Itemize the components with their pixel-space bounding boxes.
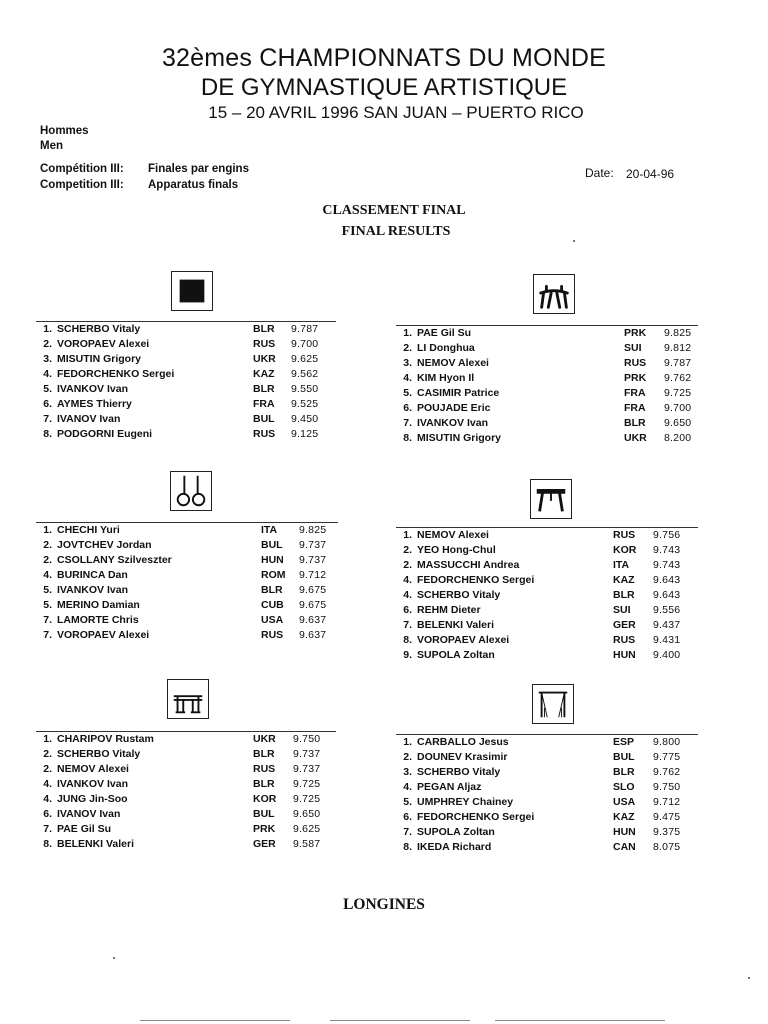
result-row xyxy=(396,326,698,341)
score-value: 9.787 xyxy=(664,357,692,370)
horizontal-bar-icon xyxy=(532,684,574,724)
rank-cell: 2. xyxy=(403,559,412,572)
country-code: BLR xyxy=(253,323,275,336)
score-value: 9.762 xyxy=(653,766,681,779)
athlete-name: PODGORNI Eugeni xyxy=(57,427,153,440)
rank-cell: 1. xyxy=(403,736,412,749)
country-code: KAZ xyxy=(613,810,635,823)
rank-cell: 4. xyxy=(43,569,52,582)
result-row xyxy=(36,732,336,747)
score-value: 9.562 xyxy=(291,368,319,381)
rank-cell: 4. xyxy=(403,781,412,794)
athlete-name: DOUNEV Krasimir xyxy=(417,751,508,764)
rank-cell: 5. xyxy=(403,796,412,808)
score-value: 9.700 xyxy=(291,338,319,351)
country-code: GER xyxy=(253,837,276,850)
rank-cell: 2. xyxy=(43,748,52,761)
rank-cell: 7. xyxy=(43,412,52,425)
athlete-name: AYMES Thierry xyxy=(57,397,132,410)
athlete-name: VOROPAEV Alexei xyxy=(57,338,150,351)
athlete-name: MERINO Damian xyxy=(57,598,140,611)
result-row xyxy=(396,400,698,415)
country-code: ROM xyxy=(261,569,286,582)
score-value: 9.450 xyxy=(291,412,319,425)
rank-cell: 5. xyxy=(403,387,412,399)
score-value: 9.750 xyxy=(653,781,681,794)
country-code: ITA xyxy=(261,524,278,537)
country-code: HUN xyxy=(261,554,284,567)
result-row xyxy=(36,553,338,568)
country-code: RUS xyxy=(253,338,276,351)
athlete-name: IVANKOV Ivan xyxy=(57,584,128,596)
result-row xyxy=(36,568,338,583)
athlete-name: JUNG Jin-Soo xyxy=(57,793,128,805)
heading-final-results: FINAL RESULTS xyxy=(341,224,451,239)
athlete-name: IKEDA Richard xyxy=(417,840,492,853)
rank-cell: 1. xyxy=(43,524,52,537)
country-code: SUI xyxy=(613,603,631,616)
scan-speck xyxy=(113,957,115,959)
result-row xyxy=(396,430,698,445)
country-code: BLR xyxy=(253,748,275,761)
title-line-3: 15 – 20 AVRIL 1996 SAN JUAN – PUERTO RICO xyxy=(208,103,584,122)
country-code: RUS xyxy=(613,633,636,646)
competition-label-en: Competition III: xyxy=(40,179,124,191)
score-value: 9.825 xyxy=(299,524,327,537)
rank-cell: 2. xyxy=(403,342,412,355)
rank-cell: 8. xyxy=(403,431,412,444)
result-row xyxy=(36,612,338,627)
athlete-name: CARBALLO Jesus xyxy=(417,736,509,749)
rank-cell: 4. xyxy=(43,368,52,381)
score-value: 9.725 xyxy=(664,387,692,399)
rank-cell: 4. xyxy=(43,793,52,805)
rank-cell: 5. xyxy=(43,584,52,596)
score-value: 9.787 xyxy=(291,323,319,336)
athlete-name: PAE Gil Su xyxy=(57,822,112,835)
country-code: BLR xyxy=(624,416,646,429)
country-code: SLO xyxy=(613,781,635,794)
score-value: 9.775 xyxy=(653,751,681,764)
result-row xyxy=(396,839,698,854)
athlete-name: NEMOV Alexei xyxy=(57,763,129,776)
score-value: 9.725 xyxy=(293,778,321,791)
score-value: 9.375 xyxy=(653,825,681,838)
score-value: 9.743 xyxy=(653,544,681,557)
score-value: 9.650 xyxy=(293,807,321,820)
rank-cell: 8. xyxy=(43,837,52,850)
score-value: 9.737 xyxy=(293,748,321,761)
sponsor-logo-text: LONGINES xyxy=(343,896,425,913)
score-value: 9.550 xyxy=(291,383,319,395)
score-value: 9.637 xyxy=(299,628,327,641)
country-code: BLR xyxy=(253,383,275,395)
athlete-name: JOVTCHEV Jordan xyxy=(57,539,152,552)
score-value: 9.743 xyxy=(653,559,681,572)
result-row xyxy=(396,386,698,401)
athlete-name: SCHERBO Vitaly xyxy=(57,748,141,761)
athlete-name: VOROPAEV Alexei xyxy=(417,633,510,646)
result-row xyxy=(36,523,338,538)
result-row xyxy=(36,627,338,642)
rank-cell: 7. xyxy=(43,613,52,626)
score-value: 9.825 xyxy=(664,327,692,340)
result-row xyxy=(396,765,698,780)
country-code: BUL xyxy=(253,412,275,425)
country-code: HUN xyxy=(613,648,636,661)
country-code: RUS xyxy=(253,763,276,776)
score-value: 9.675 xyxy=(299,584,327,596)
result-row xyxy=(396,750,698,765)
rank-cell: 1. xyxy=(43,323,52,336)
athlete-name: YEO Hong-Chul xyxy=(417,544,496,557)
athlete-name: PEGAN Aljaz xyxy=(417,781,482,794)
result-row xyxy=(396,588,698,603)
athlete-name: IVANKOV Ivan xyxy=(57,383,128,395)
country-code: RUS xyxy=(261,628,284,641)
country-code: BLR xyxy=(261,584,283,596)
rank-cell: 1. xyxy=(403,327,412,340)
score-value: 9.800 xyxy=(653,736,681,749)
floor-exercise-results xyxy=(36,321,336,441)
rank-cell: 4. xyxy=(43,778,52,791)
result-row xyxy=(36,836,336,851)
athlete-name: BELENKI Valeri xyxy=(417,618,495,631)
athlete-name: BURINCA Dan xyxy=(57,569,128,582)
rank-cell: 1. xyxy=(43,733,52,746)
result-row xyxy=(36,337,336,352)
score-value: 9.125 xyxy=(291,427,319,440)
score-value: 9.525 xyxy=(291,397,319,410)
country-code: USA xyxy=(613,796,636,808)
score-value: 9.637 xyxy=(299,613,327,626)
rings-icon xyxy=(170,471,212,511)
parallel-bars-icon xyxy=(167,679,209,719)
rank-cell: 2. xyxy=(43,338,52,351)
country-code: BLR xyxy=(613,589,635,601)
rank-cell: 6. xyxy=(403,603,412,616)
competition-value-fr: Finales par engins xyxy=(148,163,249,175)
horizontal-bar-results xyxy=(396,734,698,854)
result-row xyxy=(396,809,698,824)
country-code: CAN xyxy=(613,840,636,853)
rank-cell: 6. xyxy=(43,397,52,410)
rank-cell: 5. xyxy=(43,383,52,395)
heading-classement-final: CLASSEMENT FINAL xyxy=(322,203,466,218)
rank-cell: 9. xyxy=(403,648,412,661)
score-value: 9.750 xyxy=(293,733,321,746)
rank-cell: 4. xyxy=(403,372,412,385)
athlete-name: MISUTIN Grigory xyxy=(57,353,142,366)
country-code: USA xyxy=(261,613,284,626)
athlete-name: KIM Hyon Il xyxy=(417,372,475,385)
result-row xyxy=(36,806,336,821)
athlete-name: POUJADE Eric xyxy=(417,401,491,414)
athlete-name: UMPHREY Chainey xyxy=(417,796,514,808)
country-code: FRA xyxy=(624,387,646,399)
country-code: HUN xyxy=(613,825,636,838)
result-row xyxy=(36,538,338,553)
scan-speck xyxy=(748,977,750,979)
country-code: FRA xyxy=(624,401,646,414)
rank-cell: 5. xyxy=(43,598,52,611)
result-row xyxy=(396,415,698,430)
country-code: BUL xyxy=(613,751,635,764)
footer-rule xyxy=(140,1020,290,1021)
rank-cell: 7. xyxy=(403,618,412,631)
rank-cell: 7. xyxy=(43,822,52,835)
score-value: 9.643 xyxy=(653,589,681,601)
country-code: BUL xyxy=(261,539,283,552)
rank-cell: 6. xyxy=(403,810,412,823)
country-code: CUB xyxy=(261,598,284,611)
athlete-name: BELENKI Valeri xyxy=(57,837,135,850)
vault-icon xyxy=(530,479,572,519)
athlete-name: FEDORCHENKO Sergei xyxy=(57,368,175,381)
result-row xyxy=(396,602,698,617)
rank-cell: 8. xyxy=(43,427,52,440)
rank-cell: 7. xyxy=(403,825,412,838)
score-value: 9.737 xyxy=(299,539,327,552)
pommel-horse-icon xyxy=(533,274,575,314)
result-row xyxy=(396,824,698,839)
competition-label-fr: Compétition III: xyxy=(40,163,124,175)
country-code: PRK xyxy=(624,327,647,340)
score-value: 9.650 xyxy=(664,416,692,429)
country-code: UKR xyxy=(253,733,276,746)
result-row xyxy=(396,795,698,810)
score-value: 9.587 xyxy=(293,837,321,850)
country-code: GER xyxy=(613,618,636,631)
result-row xyxy=(396,632,698,647)
rank-cell: 6. xyxy=(403,401,412,414)
result-row xyxy=(36,396,336,411)
score-value: 9.712 xyxy=(299,569,327,582)
vault-results xyxy=(396,527,698,662)
athlete-name: LAMORTE Chris xyxy=(57,613,139,626)
country-code: UKR xyxy=(253,353,276,366)
rank-cell: 2. xyxy=(43,763,52,776)
result-row xyxy=(36,352,336,367)
score-value: 9.643 xyxy=(653,574,681,587)
rank-cell: 8. xyxy=(403,840,412,853)
country-code: BLR xyxy=(613,766,635,779)
pommel-horse-results xyxy=(396,325,698,445)
athlete-name: IVANKOV Ivan xyxy=(57,778,128,791)
rank-cell: 3. xyxy=(43,353,52,366)
score-value: 9.737 xyxy=(293,763,321,776)
result-row xyxy=(396,780,698,795)
floor-exercise-icon xyxy=(171,271,213,311)
competition-value-en: Apparatus finals xyxy=(148,179,239,191)
footer-rule xyxy=(495,1020,665,1021)
athlete-name: SCHERBO Vitaly xyxy=(417,589,501,601)
rank-cell: 4. xyxy=(403,574,412,587)
rank-cell: 3. xyxy=(403,357,412,370)
athlete-name: SUPOLA Zoltan xyxy=(417,648,495,661)
score-value: 9.762 xyxy=(664,372,692,385)
athlete-name: REHM Dieter xyxy=(417,603,481,616)
country-code: RUS xyxy=(253,427,276,440)
country-code: SUI xyxy=(624,342,642,355)
country-code: UKR xyxy=(624,431,647,444)
result-row xyxy=(36,367,336,382)
result-row xyxy=(396,528,698,543)
score-value: 8.075 xyxy=(653,840,681,853)
athlete-name: SCHERBO Vitaly xyxy=(57,323,141,336)
score-value: 9.437 xyxy=(653,618,681,631)
rank-cell: 8. xyxy=(403,633,412,646)
result-row xyxy=(36,583,338,598)
score-value: 9.712 xyxy=(653,796,681,808)
footer-rule xyxy=(330,1020,470,1021)
rank-cell: 6. xyxy=(43,807,52,820)
rank-cell: 7. xyxy=(403,416,412,429)
athlete-name: NEMOV Alexei xyxy=(417,357,489,370)
country-code: FRA xyxy=(253,397,275,410)
score-value: 9.400 xyxy=(653,648,681,661)
result-row xyxy=(396,371,698,386)
result-row xyxy=(36,821,336,836)
country-code: ESP xyxy=(613,736,635,749)
athlete-name: PAE Gil Su xyxy=(417,327,472,340)
athlete-name: CASIMIR Patrice xyxy=(417,387,500,399)
title-line-1: 32èmes CHAMPIONNATS DU MONDE xyxy=(161,44,607,72)
result-row xyxy=(396,558,698,573)
result-row xyxy=(36,597,338,612)
athlete-name: CSOLLANY Szilveszter xyxy=(57,554,172,567)
athlete-name: LI Donghua xyxy=(417,342,475,355)
athlete-name: IVANKOV Ivan xyxy=(417,416,488,429)
score-value: 9.625 xyxy=(291,353,319,366)
athlete-name: NEMOV Alexei xyxy=(417,529,489,542)
rank-cell: 2. xyxy=(43,539,52,552)
result-row xyxy=(396,617,698,632)
result-row xyxy=(36,762,336,777)
rank-cell: 7. xyxy=(43,628,52,641)
score-value: 9.812 xyxy=(664,342,692,355)
result-row xyxy=(396,341,698,356)
rank-cell: 3. xyxy=(403,766,412,779)
date-label: Date: xyxy=(585,166,614,180)
gender-fr: Hommes xyxy=(40,125,89,137)
result-row xyxy=(396,356,698,371)
country-code: RUS xyxy=(624,357,647,370)
country-code: KAZ xyxy=(253,368,275,381)
athlete-name: MISUTIN Grigory xyxy=(417,431,502,444)
result-row xyxy=(36,426,336,441)
country-code: BLR xyxy=(253,778,275,791)
rank-cell: 2. xyxy=(403,751,412,764)
score-value: 9.475 xyxy=(653,810,681,823)
country-code: ITA xyxy=(613,559,630,572)
rank-cell: 2. xyxy=(43,554,52,567)
scan-speck xyxy=(573,240,575,242)
score-value: 9.756 xyxy=(653,529,681,542)
score-value: 8.200 xyxy=(664,431,692,444)
rings-results xyxy=(36,522,338,642)
result-row xyxy=(396,647,698,662)
date-value: 20-04-96 xyxy=(626,167,675,181)
athlete-name: FEDORCHENKO Sergei xyxy=(417,810,535,823)
athlete-name: MASSUCCHI Andrea xyxy=(417,559,520,572)
score-value: 9.625 xyxy=(293,822,321,835)
result-row xyxy=(36,322,336,337)
score-value: 9.725 xyxy=(293,793,321,805)
score-value: 9.700 xyxy=(664,401,692,414)
parallel-bars-results xyxy=(36,731,336,851)
result-row xyxy=(396,573,698,588)
rank-cell: 2. xyxy=(403,544,412,557)
country-code: KOR xyxy=(613,544,637,557)
country-code: KOR xyxy=(253,793,277,805)
athlete-name: SCHERBO Vitaly xyxy=(417,766,501,779)
result-row xyxy=(36,747,336,762)
gender-en: Men xyxy=(40,140,63,152)
result-row xyxy=(36,382,336,397)
result-row xyxy=(36,792,336,807)
country-code: PRK xyxy=(624,372,647,385)
score-value: 9.675 xyxy=(299,598,327,611)
athlete-name: IVANOV Ivan xyxy=(57,412,121,425)
athlete-name: CHARIPOV Rustam xyxy=(57,733,154,746)
result-row xyxy=(36,411,336,426)
country-code: RUS xyxy=(613,529,636,542)
result-row xyxy=(396,543,698,558)
athlete-name: VOROPAEV Alexei xyxy=(57,628,150,641)
title-line-2: DE GYMNASTIQUE ARTISTIQUE xyxy=(200,74,568,101)
result-row xyxy=(396,735,698,750)
athlete-name: IVANOV Ivan xyxy=(57,807,121,820)
country-code: KAZ xyxy=(613,574,635,587)
athlete-name: SUPOLA Zoltan xyxy=(417,825,495,838)
athlete-name: FEDORCHENKO Sergei xyxy=(417,574,535,587)
country-code: BUL xyxy=(253,807,275,820)
result-row xyxy=(36,777,336,792)
athlete-name: CHECHI Yuri xyxy=(57,524,120,537)
rank-cell: 1. xyxy=(403,529,412,542)
score-value: 9.556 xyxy=(653,603,681,616)
score-value: 9.431 xyxy=(653,633,681,646)
score-value: 9.737 xyxy=(299,554,327,567)
country-code: PRK xyxy=(253,822,276,835)
rank-cell: 4. xyxy=(403,589,412,601)
